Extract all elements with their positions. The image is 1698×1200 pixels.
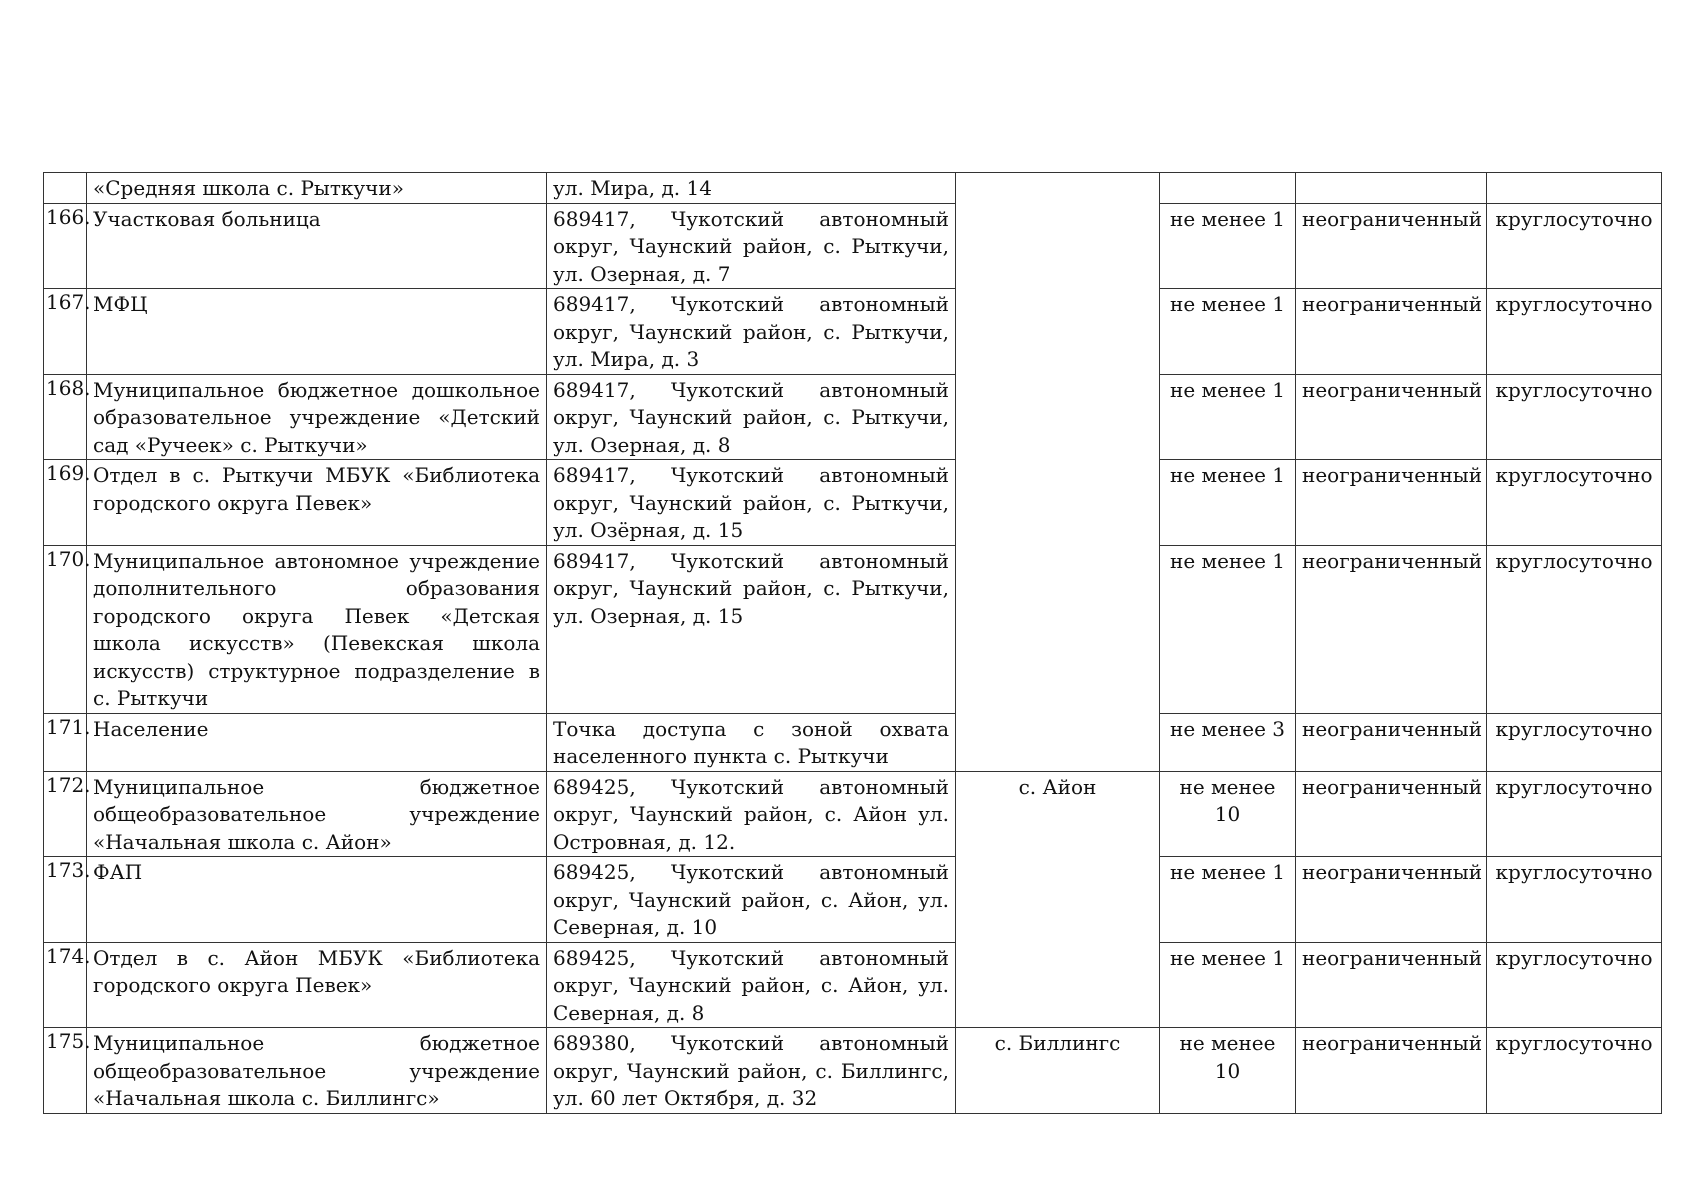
table-row [44, 173, 1662, 204]
speed: не менее 1 [1160, 857, 1296, 943]
table-row [44, 289, 1662, 375]
traffic: неограниченный [1296, 1028, 1487, 1114]
traffic: неограниченный [1296, 374, 1487, 460]
speed: не менее 10 [1160, 771, 1296, 857]
row-number [44, 173, 87, 204]
hours: круглосуточно [1487, 1028, 1662, 1114]
speed: не менее 1 [1160, 942, 1296, 1028]
row-number: 172. [44, 771, 87, 857]
facility-address: 689425, Чукотский автономный округ, Чаунский район, с. Айон ул. Островная, д. 12. [547, 771, 956, 857]
traffic: неограниченный [1296, 545, 1487, 713]
facility-address: Точка доступа с зоной охвата населенного пункта с. Рыткучи [547, 713, 956, 771]
row-number: 174. [44, 942, 87, 1028]
table-row [44, 771, 1662, 857]
row-number: 170. [44, 545, 87, 713]
row-number: 166. [44, 203, 87, 289]
hours: круглосуточно [1487, 857, 1662, 943]
facility-address: ул. Мира, д. 14 [547, 173, 956, 204]
table-row [44, 713, 1662, 771]
table-row [44, 942, 1662, 1028]
hours [1487, 173, 1662, 204]
facility-name: Участковая больница [87, 203, 547, 289]
settlement-cell: с. Биллингс [956, 1028, 1160, 1114]
facility-name: Муниципальное автономное учреждение дополнительного образования городского округа Певек «Детская школа искусств» (Певекская школа искусств) структурное подразделение в с. Рыткучи [87, 545, 547, 713]
speed [1160, 173, 1296, 204]
facility-address: 689417, Чукотский автономный округ, Чаунский район, с. Рыткучи, ул. Мира, д. 3 [547, 289, 956, 375]
settlement-cell: с. Айон [956, 771, 1160, 1028]
hours: круглосуточно [1487, 942, 1662, 1028]
facility-name: Отдел в с. Рыткучи МБУК «Библиотека городского округа Певек» [87, 460, 547, 546]
row-number: 167. [44, 289, 87, 375]
traffic: неограниченный [1296, 460, 1487, 546]
speed: не менее 1 [1160, 289, 1296, 375]
table-row [44, 857, 1662, 943]
table-row [44, 1028, 1662, 1114]
facility-name: Муниципальное бюджетное дошкольное образовательное учреждение «Детский сад «Ручеек» с. Рыткучи» [87, 374, 547, 460]
facility-address: 689425, Чукотский автономный округ, Чаунский район, с. Айон, ул. Северная, д. 8 [547, 942, 956, 1028]
row-number: 171. [44, 713, 87, 771]
traffic: неограниченный [1296, 203, 1487, 289]
row-number: 168. [44, 374, 87, 460]
table-row [44, 460, 1662, 546]
facility-address: 689417, Чукотский автономный округ, Чаунский район, с. Рыткучи, ул. Озерная, д. 15 [547, 545, 956, 713]
facility-address: 689417, Чукотский автономный округ, Чаунский район, с. Рыткучи, ул. Озерная, д. 8 [547, 374, 956, 460]
facility-name: Отдел в с. Айон МБУК «Библиотека городского округа Певек» [87, 942, 547, 1028]
row-number: 173. [44, 857, 87, 943]
row-number: 169. [44, 460, 87, 546]
hours: круглосуточно [1487, 771, 1662, 857]
traffic: неограниченный [1296, 771, 1487, 857]
facilities-table [43, 172, 1662, 1114]
facility-name: МФЦ [87, 289, 547, 375]
speed: не менее 1 [1160, 545, 1296, 713]
facility-address: 689425, Чукотский автономный округ, Чаунский район, с. Айон, ул. Северная, д. 10 [547, 857, 956, 943]
facility-address: 689380, Чукотский автономный округ, Чаунский район, с. Биллингс, ул. 60 лет Октября, д. 32 [547, 1028, 956, 1114]
traffic: неограниченный [1296, 289, 1487, 375]
hours: круглосуточно [1487, 203, 1662, 289]
hours: круглосуточно [1487, 545, 1662, 713]
facility-name: Муниципальное бюджетное общеобразовательное учреждение «Начальная школа с. Айон» [87, 771, 547, 857]
traffic: неограниченный [1296, 942, 1487, 1028]
traffic [1296, 173, 1487, 204]
facility-name: «Средняя школа с. Рыткучи» [87, 173, 547, 204]
facility-name: Население [87, 713, 547, 771]
traffic: неограниченный [1296, 713, 1487, 771]
settlement-cell [956, 173, 1160, 772]
hours: круглосуточно [1487, 289, 1662, 375]
facility-name: Муниципальное бюджетное общеобразовательное учреждение «Начальная школа с. Биллингс» [87, 1028, 547, 1114]
speed: не менее 3 [1160, 713, 1296, 771]
table-row [44, 545, 1662, 713]
speed: не менее 1 [1160, 460, 1296, 546]
traffic: неограниченный [1296, 857, 1487, 943]
facility-address: 689417, Чукотский автономный округ, Чаунский район, с. Рыткучи, ул. Озерная, д. 7 [547, 203, 956, 289]
hours: круглосуточно [1487, 374, 1662, 460]
table-row [44, 203, 1662, 289]
facility-address: 689417, Чукотский автономный округ, Чаунский район, с. Рыткучи, ул. Озёрная, д. 15 [547, 460, 956, 546]
hours: круглосуточно [1487, 713, 1662, 771]
row-number: 175. [44, 1028, 87, 1114]
table-row [44, 374, 1662, 460]
speed: не менее 1 [1160, 203, 1296, 289]
speed: не менее 10 [1160, 1028, 1296, 1114]
speed: не менее 1 [1160, 374, 1296, 460]
hours: круглосуточно [1487, 460, 1662, 546]
facility-name: ФАП [87, 857, 547, 943]
